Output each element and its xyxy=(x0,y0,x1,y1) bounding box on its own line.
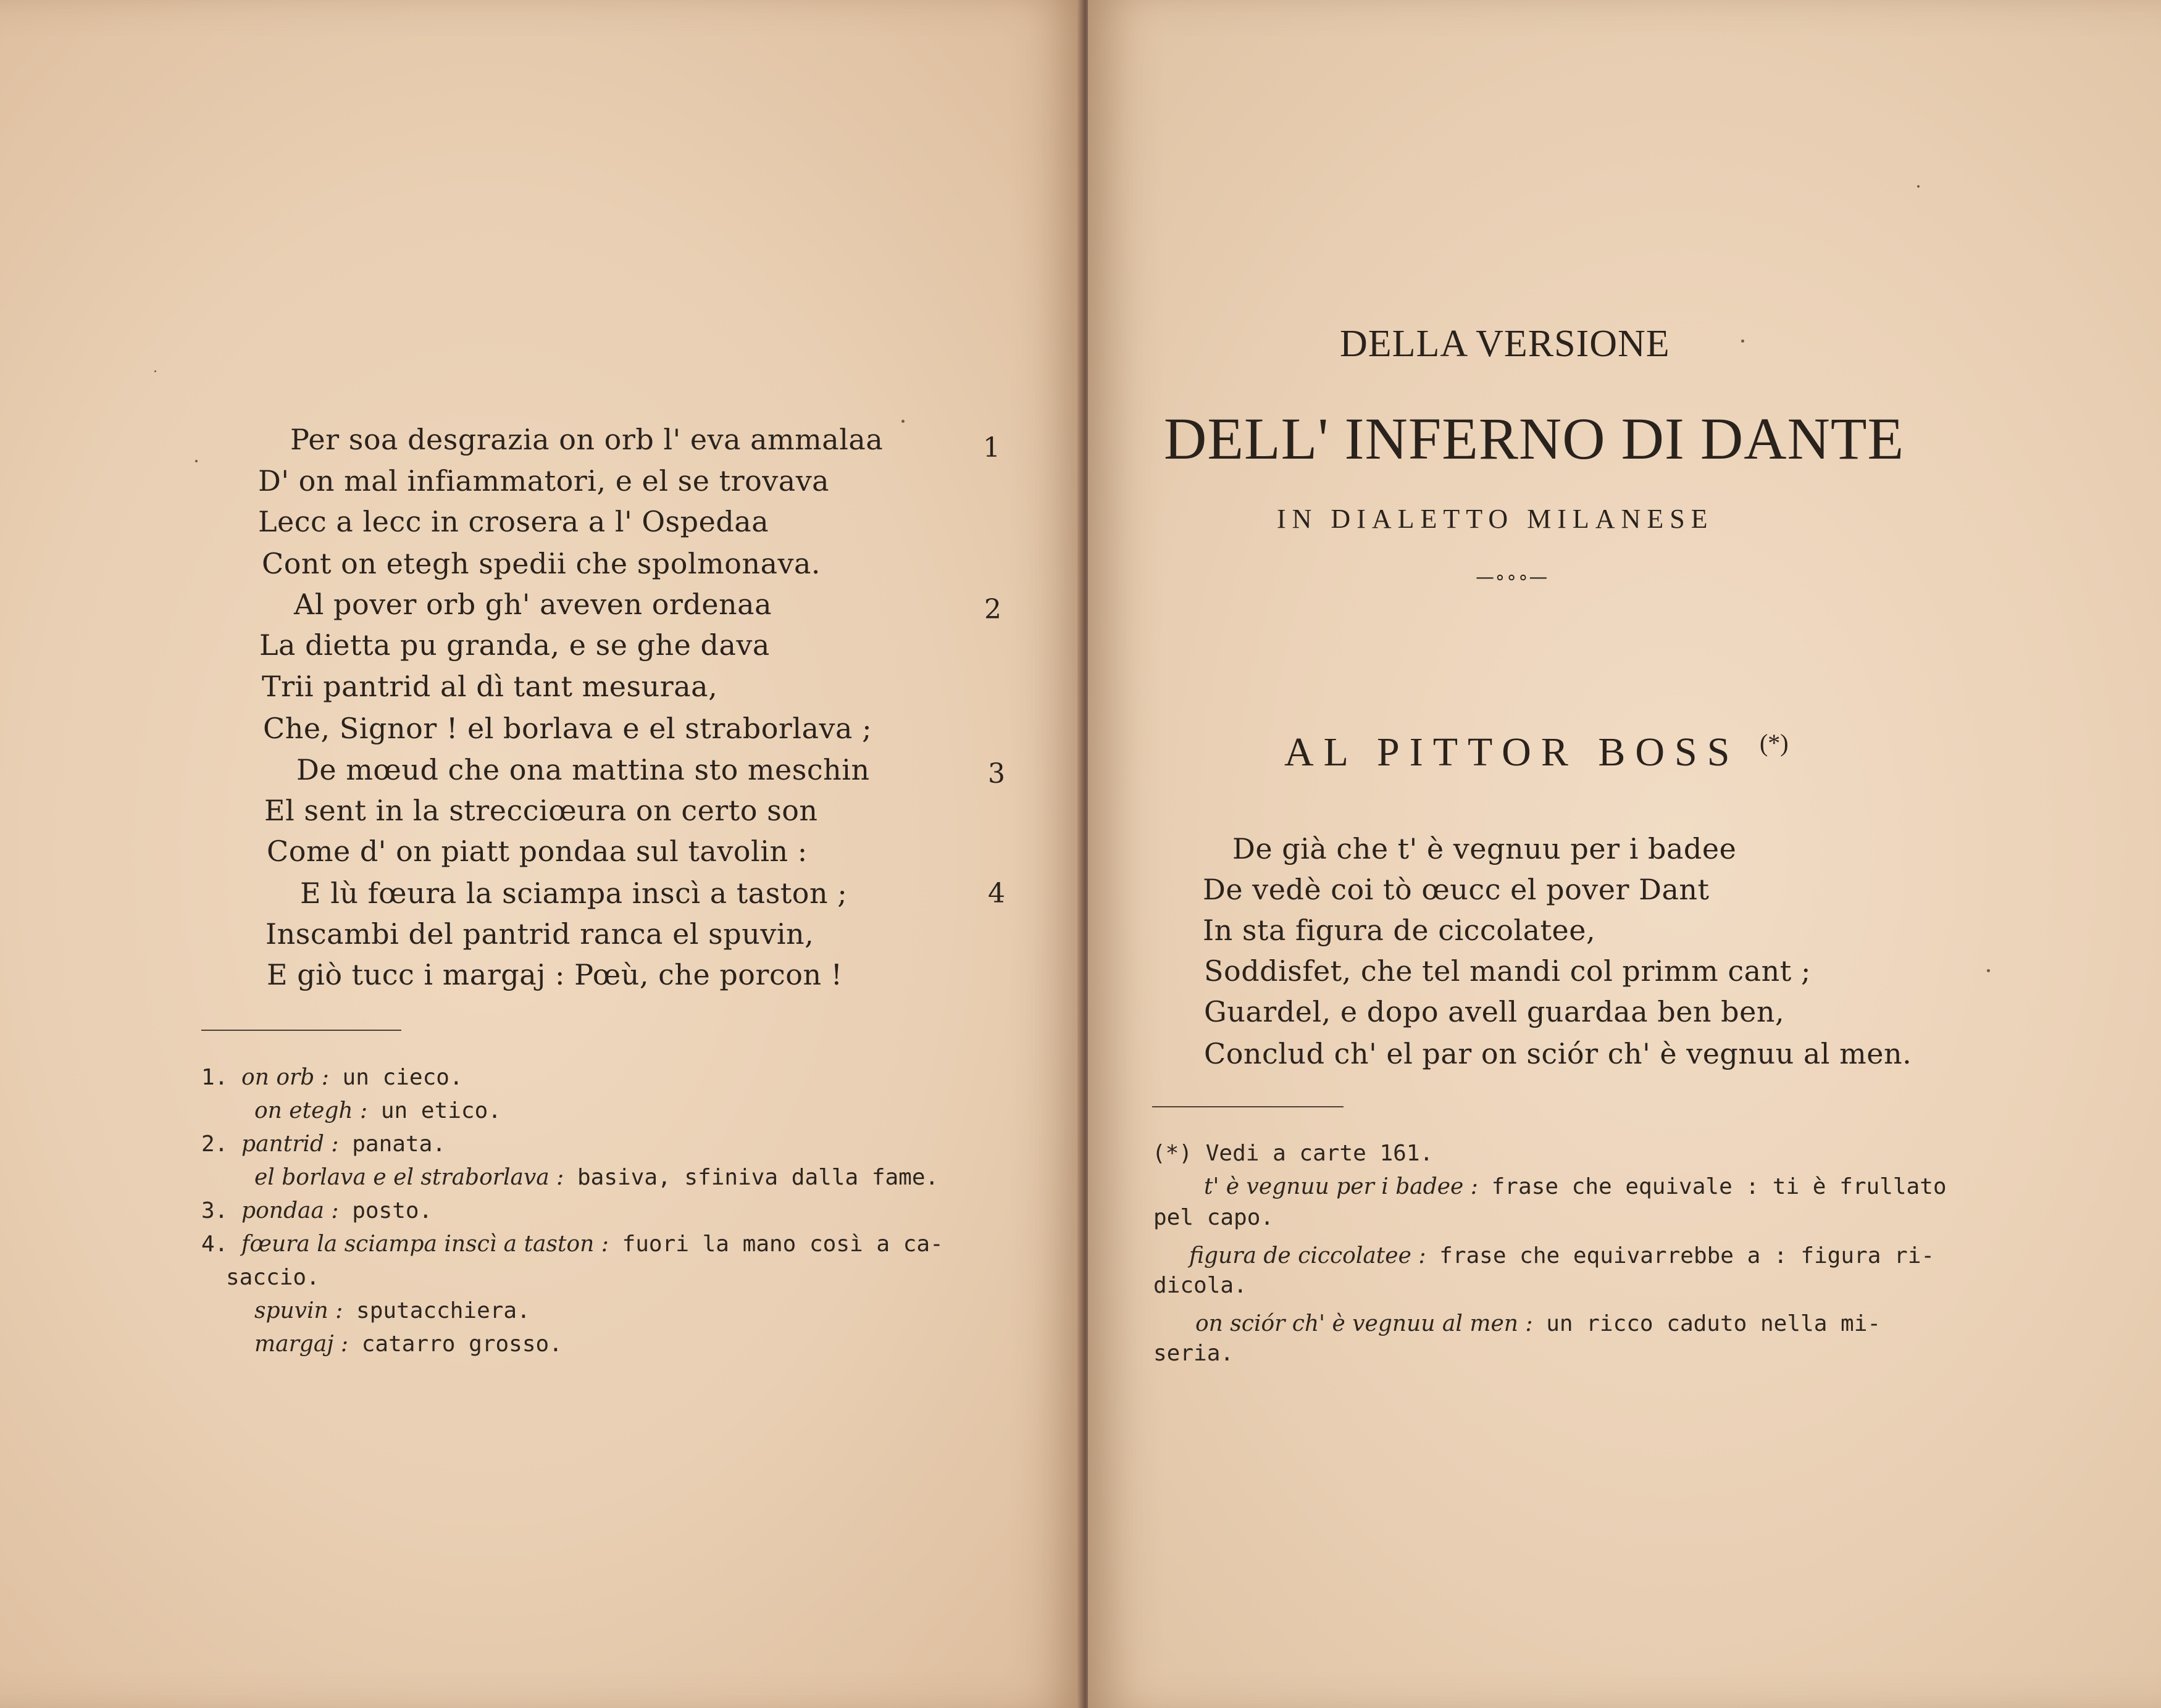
footnote: 1. on orb : un cieco. xyxy=(201,1065,463,1090)
paper-speck xyxy=(195,460,198,462)
footnote-rule xyxy=(201,1030,401,1031)
footnote: dicola. xyxy=(1153,1273,1247,1298)
verse-line: Trii pantrid al dì tant mesuraa, xyxy=(262,670,718,703)
footnote: el borlava e el straborlava : basiva, sfiniva dalla fame. xyxy=(254,1165,939,1190)
verse-line: Guardel, e dopo avell guardaa ben ben, xyxy=(1204,995,1785,1028)
verse-line: E lù fœura la sciampa inscì a taston ; xyxy=(300,877,848,910)
ornament-divider: —∘∘∘— xyxy=(1476,567,1548,588)
footnote: margaj : catarro grosso. xyxy=(254,1331,562,1357)
verse-line: E giò tucc i margaj : Pœù, che porcon ! xyxy=(267,958,843,991)
verse-line: De mœud che ona mattina sto meschin xyxy=(296,753,870,786)
verse-line: El sent in la strecciœura on certo son xyxy=(264,794,818,827)
verse-line: Al pover orb gh' aveven ordenaa xyxy=(294,588,772,621)
verse-line: De vedè coi tò œucc el pover Dant xyxy=(1203,873,1710,906)
verse-line: Lecc a lecc in crosera a l' Ospedaa xyxy=(258,505,769,538)
stanza-number: 2 xyxy=(984,594,1001,625)
footnote: (*) Vedi a carte 161. xyxy=(1152,1141,1434,1166)
paper-speck xyxy=(154,370,156,372)
dedication-title: AL PITTOR BOSS (*) xyxy=(1284,729,1789,775)
verse-line: Che, Signor ! el borlava e el straborlava ; xyxy=(263,712,872,745)
footnote: on etegh : un etico. xyxy=(254,1098,501,1123)
paper-speck xyxy=(1987,969,1990,972)
paper-speck xyxy=(1917,185,1920,188)
footnote: 3. pondaa : posto. xyxy=(201,1198,433,1223)
heading-inferno: DELL' INFERNO DI DANTE xyxy=(1164,406,1905,472)
footnote: spuvin : sputacchiera. xyxy=(254,1298,530,1323)
verse-line: De già che t' è vegnuu per i badee xyxy=(1232,832,1737,865)
verse-line: Per soa desgrazia on orb l' eva ammalaa xyxy=(290,423,884,456)
footnote: 4. fœura la sciampa inscì a taston : fuori la mano così a ca- xyxy=(201,1231,943,1257)
footnote: figura de ciccolatee : frase che equivarrebbe a : figura ri- xyxy=(1189,1243,1935,1269)
verse-line: Cont on etegh spedii che spolmonava. xyxy=(262,547,821,580)
verse-line: La dietta pu granda, e se ghe dava xyxy=(259,628,770,662)
stanza-number: 1 xyxy=(983,432,1000,464)
paper-speck xyxy=(1741,340,1744,343)
footnote: seria. xyxy=(1153,1341,1234,1366)
verse-line: Inscambi del pantrid ranca el spuvin, xyxy=(265,917,814,951)
footnote-rule xyxy=(1152,1106,1344,1107)
verse-line: Conclud ch' el par on sciór ch' è vegnuu al men. xyxy=(1204,1037,1912,1070)
verse-line: In sta figura de ciccolatee, xyxy=(1203,914,1596,947)
stanza-number: 3 xyxy=(988,758,1005,789)
verse-line: Soddisfet, che tel mandi col primm cant ; xyxy=(1204,954,1811,988)
footnote: 2. pantrid : panata. xyxy=(201,1131,446,1157)
heading-dialetto: IN DIALETTO MILANESE xyxy=(1277,504,1714,534)
footnote-mark: (*) xyxy=(1759,729,1789,757)
verse-line: Come d' on piatt pondaa sul tavolin : xyxy=(267,835,808,868)
footnote: saccio. xyxy=(226,1265,320,1290)
paper-speck xyxy=(901,420,905,423)
footnote: on sciór ch' è vegnuu al men : un ricco caduto nella mi- xyxy=(1195,1311,1881,1336)
heading-della-versione: DELLA VERSIONE xyxy=(1340,323,1670,365)
stanza-number: 4 xyxy=(988,878,1005,909)
verse-line: D' on mal infiammatori, e el se trovava xyxy=(258,464,830,498)
footnote: pel capo. xyxy=(1153,1205,1274,1230)
footnote: t' è vegnuu per i badee : frase che equivale : ti è frullato xyxy=(1204,1174,1947,1199)
